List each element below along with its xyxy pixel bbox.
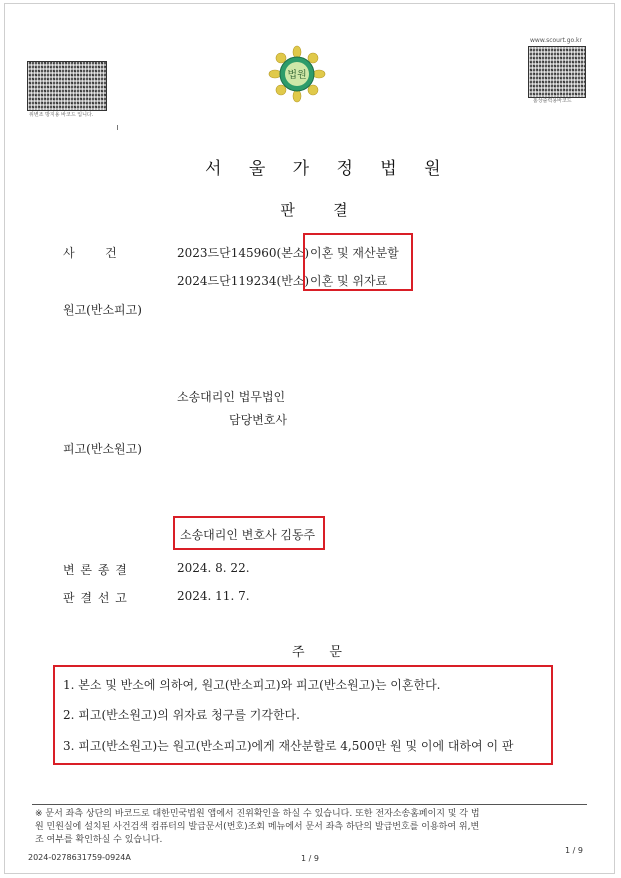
closing-argument-label: 변 론 종 결 <box>63 563 128 577</box>
defendant-agent: 소송대리인 변호사 김동주 <box>180 528 316 542</box>
case-subject-2: 이혼 및 위자료 <box>310 274 388 288</box>
footer-divider <box>32 804 587 805</box>
footer-note-line-3: 조 여부를 확인하실 수 있습니다. <box>35 835 163 845</box>
verdict-date: 2024. 11. 7. <box>177 589 250 603</box>
order-item-2: 2. 피고(반소원고)의 위자료 청구를 기각한다. <box>63 708 300 722</box>
verdict-date-label: 판 결 선 고 <box>63 591 128 605</box>
order-item-3: 3. 피고(반소원고)는 원고(반소피고)에게 재산분할로 4,500만 원 및 이에 대하여 이 판 <box>63 739 514 753</box>
court-website-url: www.scourt.go.kr <box>530 37 582 44</box>
emblem-label: 법원 <box>287 70 307 81</box>
footer-note <box>35 808 595 847</box>
document-page <box>4 3 615 874</box>
issue-number: 2024-0278631759-0924A <box>28 853 131 862</box>
case-subject-highlight <box>303 233 413 291</box>
footer-note-line-1: ※ 문서 좌측 상단의 바코드로 대한민국법원 앱에서 진위확인을 하실 수 있습니다. 또한 전자소송홈페이지 및 각 법 <box>35 809 480 819</box>
footer-note-line-2: 원 민원실에 설치된 사건검색 컴퓨터의 발급문서(번호)조회 메뉴에서 문서 좌측 하단의 발급번호를 이용하여 위,변 <box>35 822 480 832</box>
defendant-label: 피고(반소원고) <box>63 442 142 456</box>
verdict-title: 판 결 <box>280 201 354 219</box>
order-title: 주 문 <box>292 645 342 660</box>
order-item-1: 1. 본소 및 반소에 의하여, 원고(반소피고)와 피고(반소원고)는 이혼한다. <box>63 678 441 692</box>
defendant-agent-highlight <box>173 516 325 550</box>
left-barcode-caption: 위변조 방지용 바코드 입니다. <box>29 112 94 118</box>
closing-argument-date: 2024. 8. 22. <box>177 561 250 575</box>
print-barcode <box>528 46 586 98</box>
tick-mark <box>117 125 118 130</box>
court-emblem-icon <box>267 44 327 104</box>
case-number-2: 2024드단119234(반소) <box>177 274 310 288</box>
right-barcode-caption: 홈상출력용바코드 <box>533 98 572 104</box>
case-subject-1: 이혼 및 재산분할 <box>310 246 399 260</box>
plaintiff-agent-label: 소송대리인 법무법인 <box>177 390 286 404</box>
case-label: 사 건 <box>63 246 117 260</box>
plaintiff-attorney-label: 담당변호사 <box>229 413 287 427</box>
page-number-center: 1 / 9 <box>301 854 319 863</box>
plaintiff-label: 원고(반소피고) <box>63 303 142 317</box>
court-name: 서 울 가 정 법 원 <box>205 159 452 179</box>
case-number-1: 2023드단145960(본소) <box>177 246 310 260</box>
page-number-right: 1 / 9 <box>565 846 583 855</box>
forgery-prevention-barcode <box>27 61 107 111</box>
